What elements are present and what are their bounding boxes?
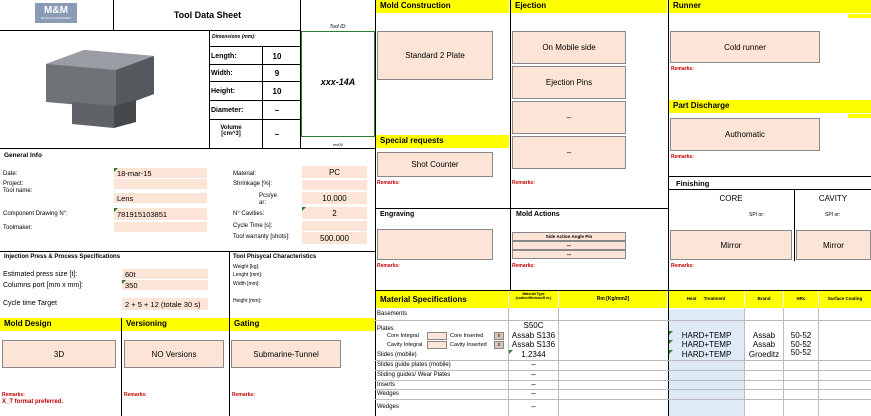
cavity-integral-box[interactable] [427, 341, 447, 349]
row-slides-guide-type: – [531, 360, 536, 369]
ncavity-label: N° Cavities: [233, 211, 265, 217]
length-value: 10 [272, 52, 282, 61]
engraving-value[interactable] [377, 229, 493, 260]
finishing-cavity-label: CAVITY [818, 194, 848, 203]
width-label: Width: [211, 70, 233, 77]
cycletime-field[interactable] [302, 221, 367, 231]
height-value: 10 [272, 87, 282, 96]
part-discharge-remarks: Remarks: [671, 154, 694, 160]
row-slides-hrc: 50-52 [790, 348, 812, 357]
row-inserts: Inserts [377, 382, 396, 388]
engraving-remarks: Remarks: [377, 263, 400, 269]
mold-actions-remarks: Remarks: [512, 263, 535, 269]
versioning-value[interactable]: NO Versions [124, 340, 224, 368]
width-value: 9 [274, 69, 280, 78]
ejection-v1[interactable]: On Mobile side [512, 31, 626, 64]
cycle-label: Cycle time Target [3, 300, 57, 307]
row-plates: Plates [377, 326, 394, 332]
col-rm: Rm [Kg/mm2] [559, 291, 667, 308]
mold-design-header: Mold Design [0, 318, 121, 331]
date-field[interactable]: 18-mar-15 [114, 168, 207, 178]
row-wedges-2: Wedges [377, 404, 399, 410]
gating-header: Gating [230, 318, 375, 331]
special-requests-header: Special requests [376, 135, 509, 148]
length-label: Length: [211, 53, 237, 60]
toolmaker-label: Toolmaker: [3, 225, 33, 231]
core-integral-box[interactable] [427, 332, 447, 340]
core-inserted-checkbox[interactable]: x [494, 332, 504, 340]
ejection-header: Ejection [511, 0, 667, 13]
phys-height-label: Height [mm]: [233, 298, 262, 304]
cavity-inserted-checkbox[interactable]: x [494, 341, 504, 349]
row-core-heat: HARD+TEMP [681, 331, 732, 340]
toolname-label: Tool name: [3, 188, 33, 194]
page-title: Tool Data Sheet [173, 10, 242, 20]
lenght-label: Lenght [mm]: [233, 272, 263, 278]
row-core-hrc: 50-52 [790, 331, 812, 340]
ejection-v2[interactable]: Ejection Pins [512, 66, 626, 99]
finishing-cavity-value[interactable]: Mirror [796, 230, 871, 260]
logo-sub: MOLDS & MACHINES [40, 16, 72, 20]
mold-design-value[interactable]: 3D [2, 340, 116, 368]
mold-actions-v2[interactable]: – [512, 250, 626, 259]
row-cavity-inserted: Cavity Inserted [450, 342, 487, 348]
row-slides-type: 1.2344 [521, 350, 546, 359]
gating-remarks: Remarks: [232, 392, 255, 398]
row-wedges: Wedges [377, 391, 399, 397]
runner-value[interactable]: Cold runner [670, 31, 820, 63]
cycletime-label: Cycle Time [s]: [233, 223, 273, 229]
columns-field[interactable]: 350 [122, 280, 208, 290]
part-image [32, 42, 164, 134]
gating-value[interactable]: Submarine-Tunnel [231, 340, 341, 368]
diameter-label: Diameter: [211, 107, 244, 114]
mold-construction-header: Mold Construction [376, 0, 509, 13]
finishing-core-spi: SPI or: [749, 212, 765, 218]
cycle-field[interactable]: 2 + 5 + 12 (totale 30 s) [122, 298, 208, 310]
mold-design-remarks: Remarks: [2, 392, 25, 398]
warranty-label: Tool warranty [shots]: [233, 234, 290, 240]
row-core-integral: Core Integral [387, 333, 419, 339]
mold-design-note: X_T format preferred. [2, 399, 64, 405]
press-label: Estimated press size [t]: [3, 271, 78, 278]
toolname-field[interactable]: Lens [114, 193, 207, 203]
special-requests-value[interactable]: Shot Counter [377, 152, 493, 177]
physical-title: Tool Phisycal Characteristics [233, 254, 317, 260]
row-core-inserted: Core Inserted [450, 333, 484, 339]
volume-value: – [274, 130, 280, 139]
runner-header: Runner [669, 0, 871, 13]
row-cavity-brand: Assab [752, 340, 776, 349]
ejection-remarks: Remarks: [512, 180, 535, 186]
finishing-header: Finishing [676, 179, 710, 188]
component-field[interactable]: 781915103851 [114, 208, 207, 220]
finishing-core-label: CORE [719, 194, 743, 203]
logo-text: M&M [44, 5, 68, 16]
material-spec-header: Material Specifications [376, 291, 508, 308]
row-inserts-type: – [531, 380, 536, 389]
versioning-remarks: Remarks: [124, 392, 147, 398]
finishing-cavity-spi: SPI or: [825, 212, 841, 218]
phys-width-label: Width [mm]: [233, 281, 260, 287]
row-slides-brand: Groeditz [748, 350, 780, 359]
versioning-header: Versioning [122, 318, 229, 331]
toolmaker-field[interactable] [114, 222, 207, 232]
injection-title: Injection Press & Process Specifications [4, 254, 121, 260]
row-plates-type: S50C [523, 321, 544, 330]
row-cavity-hrc: 50-52 [790, 340, 812, 349]
mold-actions-v1[interactable]: – [512, 241, 626, 250]
warranty-field[interactable]: 500.000 [302, 232, 367, 244]
col-heat: Heat Treatment [668, 291, 744, 308]
diameter-value: – [274, 106, 280, 115]
press-field[interactable]: 60t [122, 269, 208, 279]
pcs-label: Pcs/ye ar: [259, 193, 278, 206]
finishing-core-value[interactable]: Mirror [670, 230, 792, 260]
shrinkage-label: Shrinkage [%]: [233, 181, 273, 187]
revision: rev00 [332, 142, 343, 147]
row-slides: Slides (mobile) [377, 352, 417, 358]
columns-label: Columns port [mm x mm]: [3, 282, 84, 289]
weight-label: Weight [kg]: [233, 264, 260, 270]
row-wedges-2-type: – [531, 402, 536, 411]
finishing-remarks: Remarks: [671, 263, 694, 269]
logo [35, 3, 77, 23]
part-discharge-value[interactable]: Authomatic [670, 118, 820, 151]
component-label: Component Drawing N°: [3, 211, 68, 217]
material-field[interactable]: PC [302, 166, 367, 178]
material-label: Material: [233, 171, 257, 177]
row-sliding-guides-type: – [531, 370, 536, 379]
col-brand: Brand [745, 291, 783, 308]
ejection-v4[interactable]: – [512, 136, 626, 169]
col-material-type: Material Type (codice/Werkstoff nr.) [509, 291, 558, 308]
row-slides-heat: HARD+TEMP [681, 350, 732, 359]
row-wedges-type: – [531, 389, 536, 398]
project-field[interactable] [114, 179, 207, 189]
pcs-field[interactable]: 10.000 [302, 192, 367, 204]
height-label: Height: [211, 88, 236, 95]
ncavity-field[interactable]: 2 [302, 207, 367, 219]
volume-label: Volume [cm^3] [220, 125, 242, 137]
tool-id-value: xxx-14A [320, 77, 356, 87]
row-basements: Basements [377, 311, 408, 317]
tool-id-label: Tool ID: [329, 24, 347, 30]
project-label: Project: [3, 181, 24, 187]
row-slides-guide: Slides guide plates (mobile) [377, 362, 451, 368]
row-sliding-guides: Sliding guides/ Wear Plates [377, 372, 451, 378]
engraving-header: Engraving [380, 211, 415, 218]
row-cavity-type: Assab S136 [511, 340, 556, 349]
special-remarks: Remarks: [377, 180, 400, 186]
mold-actions-head: Side Action Angle Pin [512, 232, 626, 241]
mold-construction-value[interactable]: Standard 2 Plate [377, 31, 493, 80]
row-core-type: Assab S136 [511, 331, 556, 340]
dimensions-title: Dimensions (mm): [212, 34, 256, 40]
col-surface: Surface Coating [819, 291, 871, 308]
row-cavity-integral: Cavity Integral [387, 342, 423, 348]
runner-remarks: Remarks: [671, 66, 694, 72]
col-hrc: HRc [784, 291, 818, 308]
mold-actions-header: Mold Actions [516, 211, 560, 218]
shrinkage-field[interactable] [302, 180, 367, 190]
row-core-brand: Assab [752, 331, 776, 340]
row-cavity-heat: HARD+TEMP [681, 340, 732, 349]
ejection-v3[interactable]: – [512, 101, 626, 134]
date-label: Date: [3, 171, 18, 177]
part-discharge-header: Part Discharge [669, 100, 871, 113]
general-info-title: General Info [4, 152, 42, 159]
